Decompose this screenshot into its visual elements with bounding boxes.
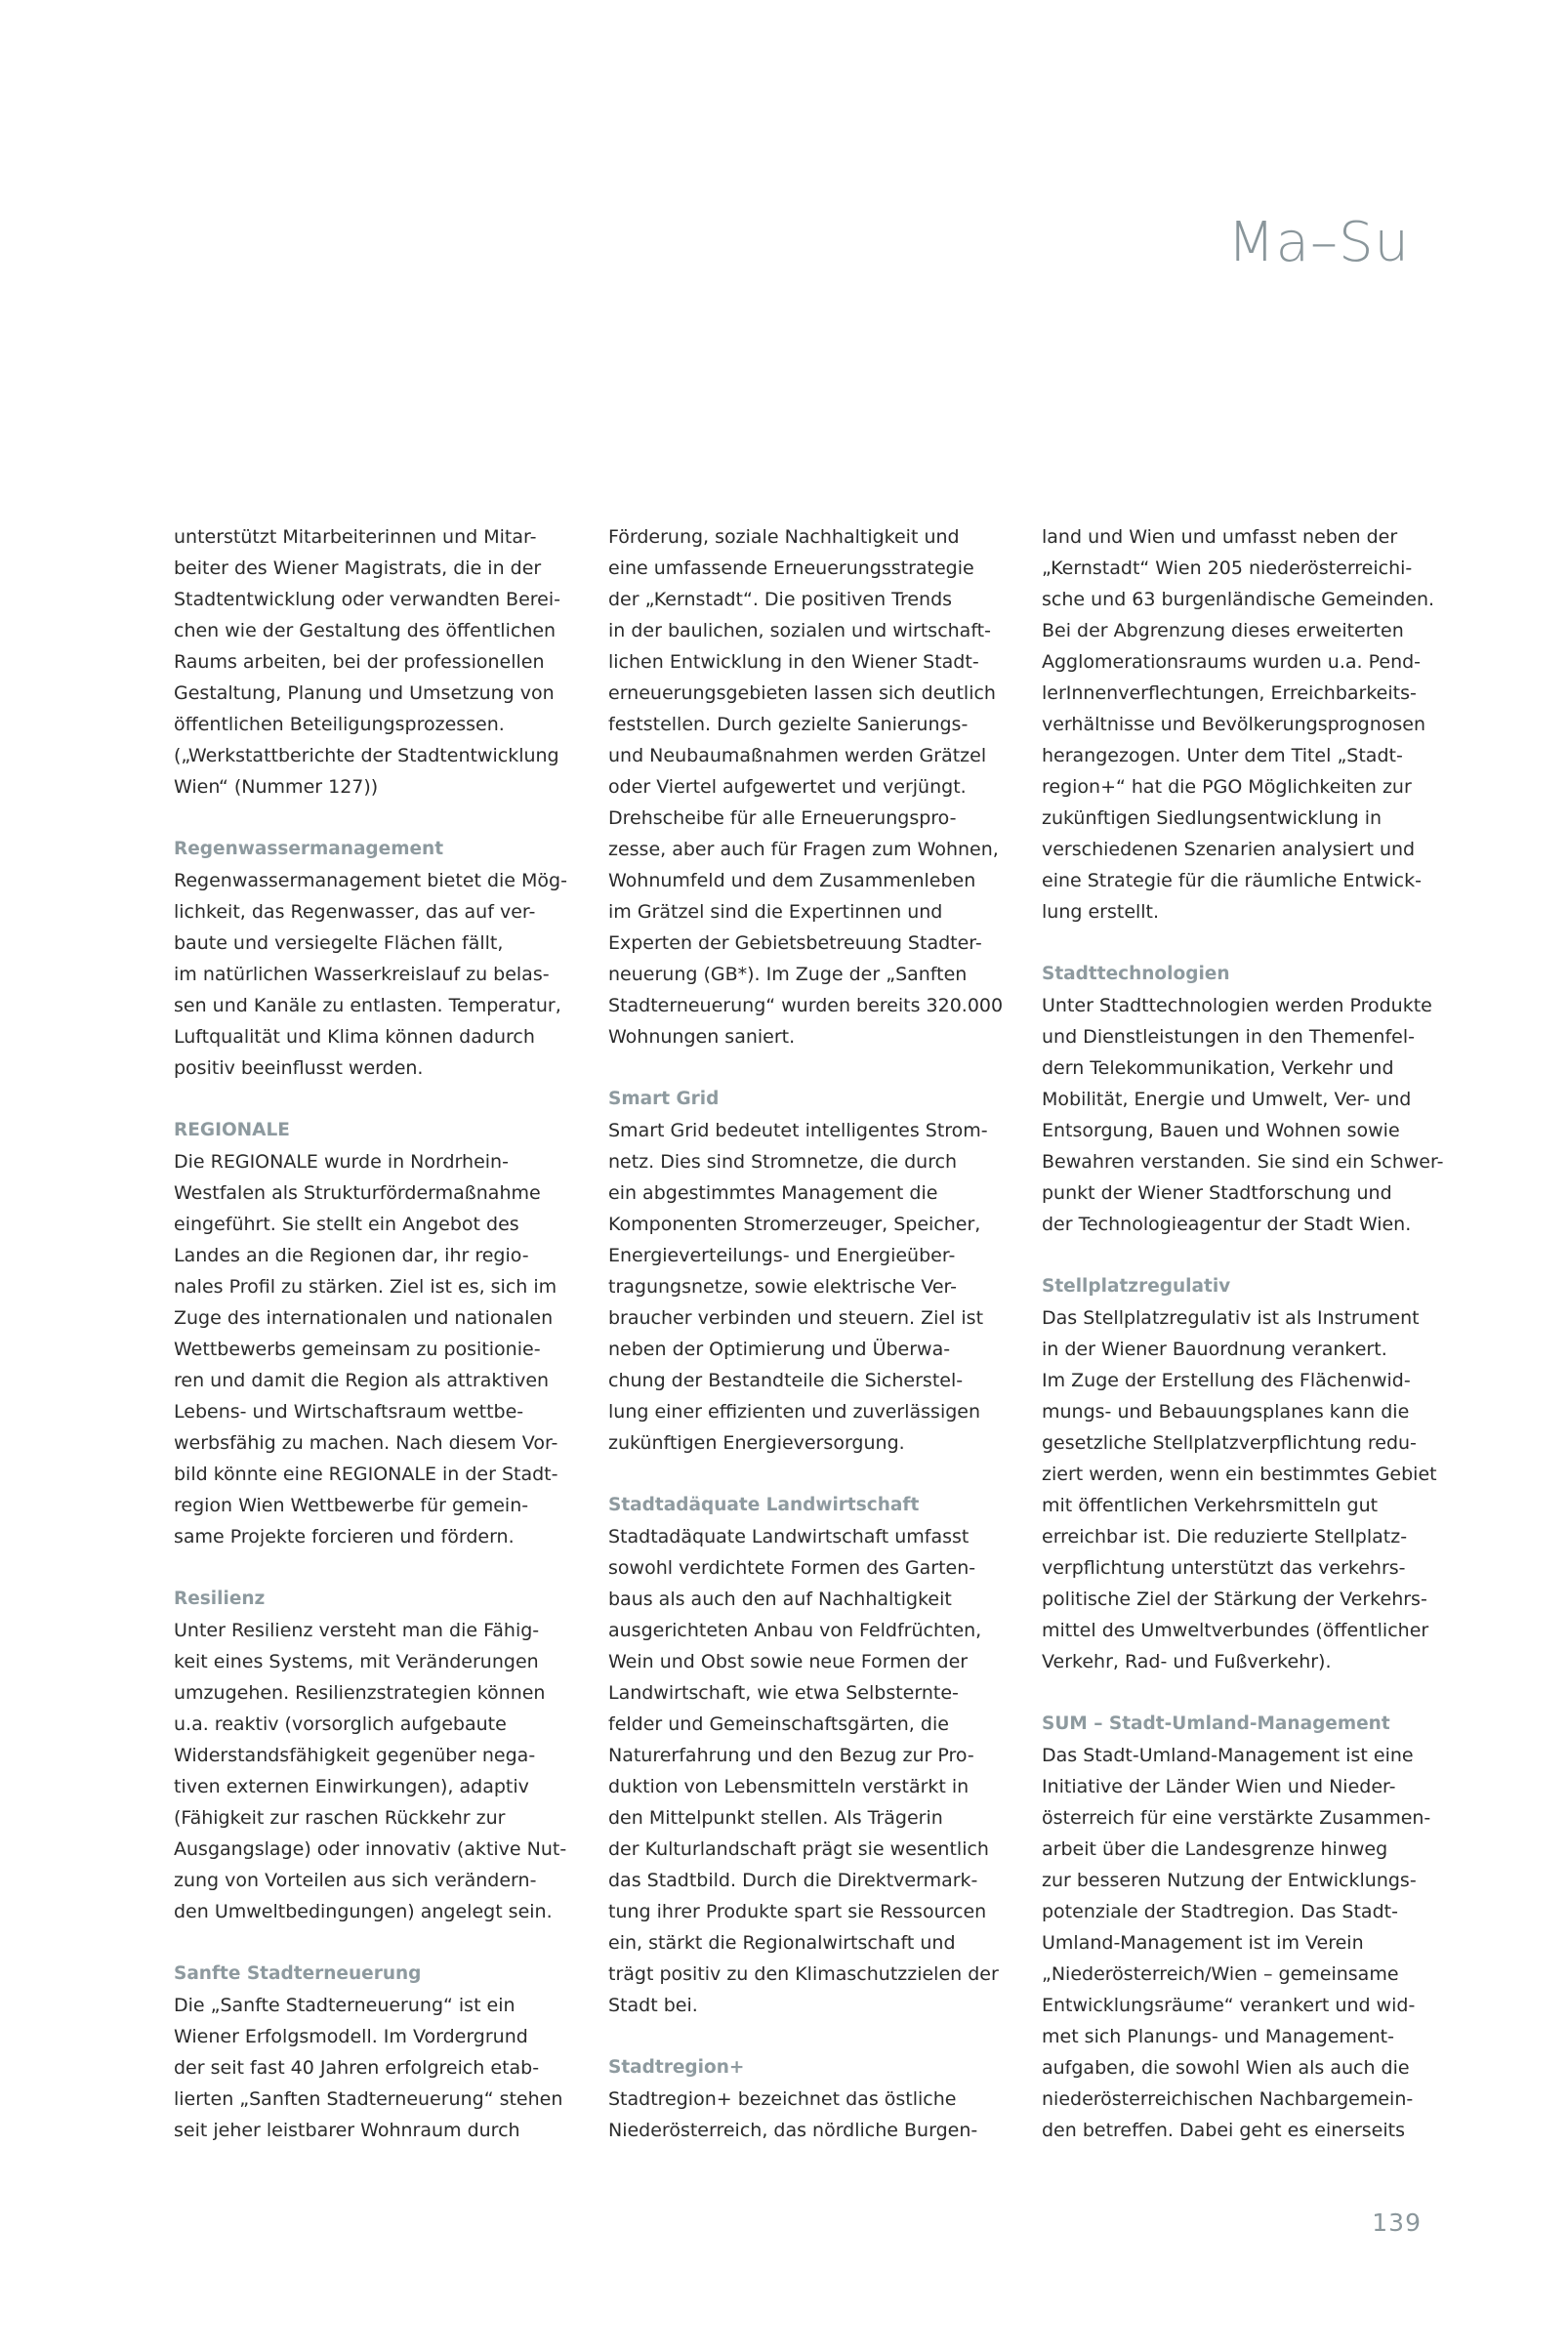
text-line: region+“ hat die PGO Möglichkeiten zur	[1042, 776, 1412, 798]
text-line: mittel des Umweltverbundes (öffentlicher	[1042, 1620, 1429, 1641]
text-line: Niederösterreich, das nördliche Burgen-	[608, 2120, 978, 2141]
section-title: Ma–Su	[1227, 211, 1410, 274]
glossary-entry	[608, 1084, 1018, 1459]
text-line: Wein und Obst sowie neue Formen der	[608, 1651, 969, 1672]
text-line: verpflichtung unterstützt das verkehrs-	[1042, 1557, 1406, 1579]
glossary-entry	[1042, 1709, 1452, 2146]
text-line: Bei der Abgrenzung dieses erweiterten	[1042, 620, 1404, 641]
text-line: in der baulichen, sozialen und wirtschaft-	[608, 620, 991, 641]
glossary-entry	[1042, 959, 1452, 1240]
text-line: netz. Dies sind Stromnetze, die durch	[608, 1151, 958, 1173]
text-line: der Technologieagentur der Stadt Wien.	[1042, 1214, 1412, 1235]
text-line: Agglomerationsraums wurden u.a. Pend-	[1042, 651, 1422, 673]
text-line: Entwicklungsräume“ verankert und wid-	[1042, 1995, 1416, 2016]
text-line: potenziale der Stadtregion. Das Stadt-	[1042, 1901, 1398, 1922]
text-line: Widerstandsfähigkeit gegenüber nega-	[174, 1745, 536, 1766]
text-line: sche und 63 burgenländische Gemeinden.	[1042, 589, 1435, 610]
text-line: felder und Gemeinschaftsgärten, die	[608, 1713, 949, 1735]
text-line: gesetzliche Stellplatzverpflichtung redu-	[1042, 1432, 1417, 1454]
text-line: Regenwassermanagement bietet die Mög-	[174, 870, 567, 891]
text-line: („Werkstattberichte der Stadtentwicklung	[174, 745, 559, 766]
text-line: same Projekte forcieren und fördern.	[174, 1526, 515, 1547]
entry-body	[174, 865, 584, 1084]
text-line: eine Strategie für die räumliche Entwick-	[1042, 870, 1422, 891]
page-number: 139	[1372, 2208, 1422, 2237]
text-line: Stadt bei.	[608, 1995, 698, 2016]
text-line: den Mittelpunkt stellen. Als Trägerin	[608, 1807, 943, 1829]
text-line: Unter Resilienz versteht man die Fähig-	[174, 1620, 540, 1641]
text-line: duktion von Lebensmitteln verstärkt in	[608, 1776, 970, 1797]
text-line: Stadtadäquate Landwirtschaft umfasst	[608, 1526, 970, 1547]
text-line: verhältnisse und Bevölkerungsprognosen	[1042, 714, 1426, 735]
text-line: Landwirtschaft, wie etwa Selbsternte-	[608, 1682, 959, 1704]
entry-body	[608, 1521, 1018, 2021]
text-line: keit eines Systems, mit Veränderungen	[174, 1651, 539, 1672]
text-line: Smart Grid bedeutet intelligentes Strom-	[608, 1120, 988, 1141]
text-line: Komponenten Stromerzeuger, Speicher,	[608, 1214, 981, 1235]
text-line: eine umfassende Erneuerungsstrategie	[608, 557, 974, 579]
text-line: Drehscheibe für alle Erneuerungspro-	[608, 807, 957, 829]
entry-heading: Stadtadäquate Landwirtschaft	[608, 1495, 920, 1515]
text-line: sen und Kanäle zu entlasten. Temperatur,	[174, 995, 561, 1016]
text-line: Das Stellplatzregulativ ist als Instrument	[1042, 1307, 1420, 1329]
entry-body	[1042, 521, 1452, 928]
entry-body	[174, 1615, 584, 1927]
text-line: Im Zuge der Erstellung des Flächenwid-	[1042, 1370, 1411, 1391]
text-line: Luftqualität und Klima können dadurch	[174, 1026, 535, 1048]
text-line: Förderung, soziale Nachhaltigkeit und	[608, 526, 960, 548]
text-line: zukünftigen Siedlungsentwicklung in	[1042, 807, 1382, 829]
text-line: Das Stadt-Umland-Management ist eine	[1042, 1745, 1414, 1766]
text-line: Westfalen als Strukturfördermaßnahme	[174, 1182, 541, 1204]
text-line: unterstützt Mitarbeiterinnen und Mitar-	[174, 526, 537, 548]
glossary-entry	[174, 1115, 584, 1552]
entry-heading: Stellplatzregulativ	[1042, 1276, 1231, 1297]
entry-heading: Smart Grid	[608, 1089, 720, 1109]
text-line: Stadterneuerung“ wurden bereits 320.000	[608, 995, 1004, 1016]
text-line: (Fähigkeit zur raschen Rückkehr zur	[174, 1807, 506, 1829]
text-line: chung der Bestandteile die Sicherstel-	[608, 1370, 964, 1391]
text-line: braucher verbinden und steuern. Ziel ist	[608, 1307, 984, 1329]
text-line: „Kernstadt“ Wien 205 niederösterreichi-	[1042, 557, 1413, 579]
text-line: neben der Optimierung und Überwa-	[608, 1339, 951, 1360]
text-line: lichen Entwicklung in den Wiener Stadt-	[608, 651, 979, 673]
continued-text	[608, 521, 1018, 1052]
text-line: aufgaben, die sowohl Wien als auch die	[1042, 2057, 1410, 2079]
entry-body	[608, 1115, 1018, 1459]
text-line: lerInnenverflechtungen, Erreichbarkeits-	[1042, 682, 1417, 704]
entry-body	[174, 1990, 584, 2146]
text-line: oder Viertel aufgewertet und verjüngt.	[608, 776, 967, 798]
glossary-entry	[1042, 1271, 1452, 1677]
text-line: ein, stärkt die Regionalwirtschaft und	[608, 1932, 956, 1954]
text-line: Experten der Gebietsbetreuung Stadter-	[608, 932, 982, 954]
text-line: erneuerungsgebieten lassen sich deutlich	[608, 682, 996, 704]
text-line: tiven externen Einwirkungen), adaptiv	[174, 1776, 529, 1797]
glossary-entry	[174, 1584, 584, 1927]
entry-body	[1042, 1740, 1452, 2146]
text-line: Landes an die Regionen dar, ihr regio-	[174, 1245, 529, 1266]
entry-heading: Resilienz	[174, 1589, 266, 1609]
text-line: chen wie der Gestaltung des öffentlichen	[174, 620, 557, 641]
text-line: zesse, aber auch für Fragen zum Wohnen,	[608, 839, 999, 860]
text-line: Stadtentwicklung oder verwandten Berei-	[174, 589, 560, 610]
entry-heading: Sanfte Stadterneuerung	[174, 1963, 422, 1984]
text-line: herangezogen. Unter dem Titel „Stadt-	[1042, 745, 1403, 766]
text-line: arbeit über die Landesgrenze hinweg	[1042, 1838, 1388, 1860]
text-column-2	[608, 521, 1018, 2177]
text-line: in der Wiener Bauordnung verankert.	[1042, 1339, 1387, 1360]
continued-text	[1042, 521, 1452, 928]
text-line: baute und versiegelte Flächen fällt,	[174, 932, 504, 954]
text-line: Die REGIONALE wurde in Nordrhein-	[174, 1151, 509, 1173]
text-line: bild könnte eine REGIONALE in der Stadt-	[174, 1464, 558, 1485]
text-line: Mobilität, Energie und Umwelt, Ver- und	[1042, 1089, 1412, 1110]
text-line: Wien“ (Nummer 127))	[174, 776, 379, 798]
entry-body	[1042, 1302, 1452, 1677]
text-line: dern Telekommunikation, Verkehr und	[1042, 1057, 1394, 1079]
text-line: lierten „Sanften Stadterneuerung“ stehen	[174, 2088, 563, 2110]
text-line: im Grätzel sind die Expertinnen und	[608, 901, 943, 923]
entry-body	[608, 2084, 1018, 2146]
text-line: lung erstellt.	[1042, 901, 1160, 923]
text-line: österreich für eine verstärkte Zusammen-	[1042, 1807, 1431, 1829]
text-line: Zuge des internationalen und nationalen	[174, 1307, 554, 1329]
text-line: met sich Planungs- und Management-	[1042, 2026, 1394, 2047]
glossary-entry	[174, 1959, 584, 2146]
glossary-entry	[174, 834, 584, 1084]
text-line: tung ihrer Produkte spart sie Ressourcen	[608, 1901, 987, 1922]
text-line: zung von Vorteilen aus sich verändern-	[174, 1870, 537, 1891]
text-line: erreichbar ist. Die reduzierte Stellplatz-	[1042, 1526, 1408, 1547]
entry-body	[174, 521, 584, 803]
entry-heading: SUM – Stadt-Umland-Management	[1042, 1713, 1390, 1734]
entry-heading: Regenwassermanagement	[174, 839, 444, 859]
continued-text	[174, 521, 584, 803]
text-line: Umland-Management ist im Verein	[1042, 1932, 1364, 1954]
entry-body	[174, 1146, 584, 1552]
entry-heading: REGIONALE	[174, 1120, 290, 1140]
text-line: Verkehr, Rad- und Fußverkehr).	[1042, 1651, 1332, 1672]
text-line: feststellen. Durch gezielte Sanierungs-	[608, 714, 969, 735]
text-line: den betreffen. Dabei geht es einerseits	[1042, 2120, 1405, 2141]
text-line: und Dienstleistungen in den Themenfel-	[1042, 1026, 1415, 1048]
text-line: im natürlichen Wasserkreislauf zu belas-	[174, 964, 550, 985]
text-line: Stadtregion+ bezeichnet das östliche	[608, 2088, 957, 2110]
text-line: mit öffentlichen Verkehrsmitteln gut	[1042, 1495, 1379, 1516]
text-line: region Wien Wettbewerbe für gemein-	[174, 1495, 529, 1516]
text-line: Energieverteilungs- und Energieüber-	[608, 1245, 956, 1266]
text-line: mungs- und Bebauungsplanes kann die	[1042, 1401, 1410, 1423]
text-line: Initiative der Länder Wien und Nieder-	[1042, 1776, 1396, 1797]
text-line: ausgerichteten Anbau von Feldfrüchten,	[608, 1620, 982, 1641]
text-line: der „Kernstadt“. Die positiven Trends	[608, 589, 953, 610]
text-line: verschiedenen Szenarien analysiert und	[1042, 839, 1416, 860]
text-line: positiv beeinflusst werden.	[174, 1057, 424, 1079]
text-line: punkt der Wiener Stadtforschung und	[1042, 1182, 1392, 1204]
text-line: lichkeit, das Regenwasser, das auf ver-	[174, 901, 536, 923]
text-line: Wettbewerbs gemeinsam zu positionie-	[174, 1339, 541, 1360]
text-line: sowohl verdichtete Formen des Garten-	[608, 1557, 976, 1579]
text-line: Ausgangslage) oder innovativ (aktive Nut-	[174, 1838, 567, 1860]
glossary-entry	[608, 1490, 1018, 2021]
entry-body	[608, 521, 1018, 1052]
text-line: lung einer effizienten und zuverlässigen	[608, 1401, 981, 1423]
text-line: Die „Sanfte Stadterneuerung“ ist ein	[174, 1995, 516, 2016]
text-line: trägt positiv zu den Klimaschutzzielen der	[608, 1963, 999, 1985]
text-line: u.a. reaktiv (vorsorglich aufgebaute	[174, 1713, 507, 1735]
text-line: eingeführt. Sie stellt ein Angebot des	[174, 1214, 519, 1235]
text-line: und Neubaumaßnahmen werden Grätzel	[608, 745, 987, 766]
text-line: ziert werden, wenn ein bestimmtes Gebiet	[1042, 1464, 1437, 1485]
text-line: werbsfähig zu machen. Nach diesem Vor-	[174, 1432, 558, 1454]
text-line: Bewahren verstanden. Sie sind ein Schwer-	[1042, 1151, 1444, 1173]
text-line: „Niederösterreich/Wien – gemeinsame	[1042, 1963, 1399, 1985]
text-line: neuerung (GB*). Im Zuge der „Sanften	[608, 964, 968, 985]
text-line: nales Profil zu stärken. Ziel ist es, sich im	[174, 1276, 557, 1298]
glossary-entry	[608, 2052, 1018, 2146]
entry-body	[1042, 990, 1452, 1240]
text-line: ren und damit die Region als attraktiven	[174, 1370, 550, 1391]
text-line: Lebens- und Wirtschaftsraum wettbe-	[174, 1401, 524, 1423]
entry-heading: Stadtregion+	[608, 2057, 745, 2078]
text-line: Wiener Erfolgsmodell. Im Vordergrund	[174, 2026, 528, 2047]
text-line: seit jeher leistbarer Wohnraum durch	[174, 2120, 520, 2141]
text-line: der seit fast 40 Jahren erfolgreich etab-	[174, 2057, 540, 2079]
text-line: niederösterreichischen Nachbargemein-	[1042, 2088, 1414, 2110]
text-line: beiter des Wiener Magistrats, die in der	[174, 557, 542, 579]
text-line: land und Wien und umfasst neben der	[1042, 526, 1398, 548]
text-line: Wohnungen saniert.	[608, 1026, 796, 1048]
text-line: Entsorgung, Bauen und Wohnen sowie	[1042, 1120, 1400, 1141]
text-line: Wohnumfeld und dem Zusammenleben	[608, 870, 976, 891]
text-column-3	[1042, 521, 1452, 2177]
text-line: baus als auch den auf Nachhaltigkeit	[608, 1589, 952, 1610]
text-line: politische Ziel der Stärkung der Verkehrs-	[1042, 1589, 1427, 1610]
text-line: Raums arbeiten, bei der professionellen	[174, 651, 545, 673]
text-line: tragungsnetze, sowie elektrische Ver-	[608, 1276, 957, 1298]
text-line: ein abgestimmtes Management die	[608, 1182, 938, 1204]
text-line: das Stadtbild. Durch die Direktvermark-	[608, 1870, 978, 1891]
text-line: den Umweltbedingungen) angelegt sein.	[174, 1901, 553, 1922]
text-line: umzugehen. Resilienzstrategien können	[174, 1682, 546, 1704]
text-column-1	[174, 521, 584, 2177]
text-line: zukünftigen Energieversorgung.	[608, 1432, 905, 1454]
text-line: zur besseren Nutzung der Entwicklungs-	[1042, 1870, 1417, 1891]
text-line: öffentlichen Beteiligungsprozessen.	[174, 714, 505, 735]
text-line: Gestaltung, Planung und Umsetzung von	[174, 682, 555, 704]
text-line: Unter Stadttechnologien werden Produkte	[1042, 995, 1432, 1016]
entry-heading: Stadttechnologien	[1042, 964, 1230, 984]
text-line: Naturerfahrung und den Bezug zur Pro-	[608, 1745, 974, 1766]
text-line: der Kulturlandschaft prägt sie wesentlich	[608, 1838, 989, 1860]
